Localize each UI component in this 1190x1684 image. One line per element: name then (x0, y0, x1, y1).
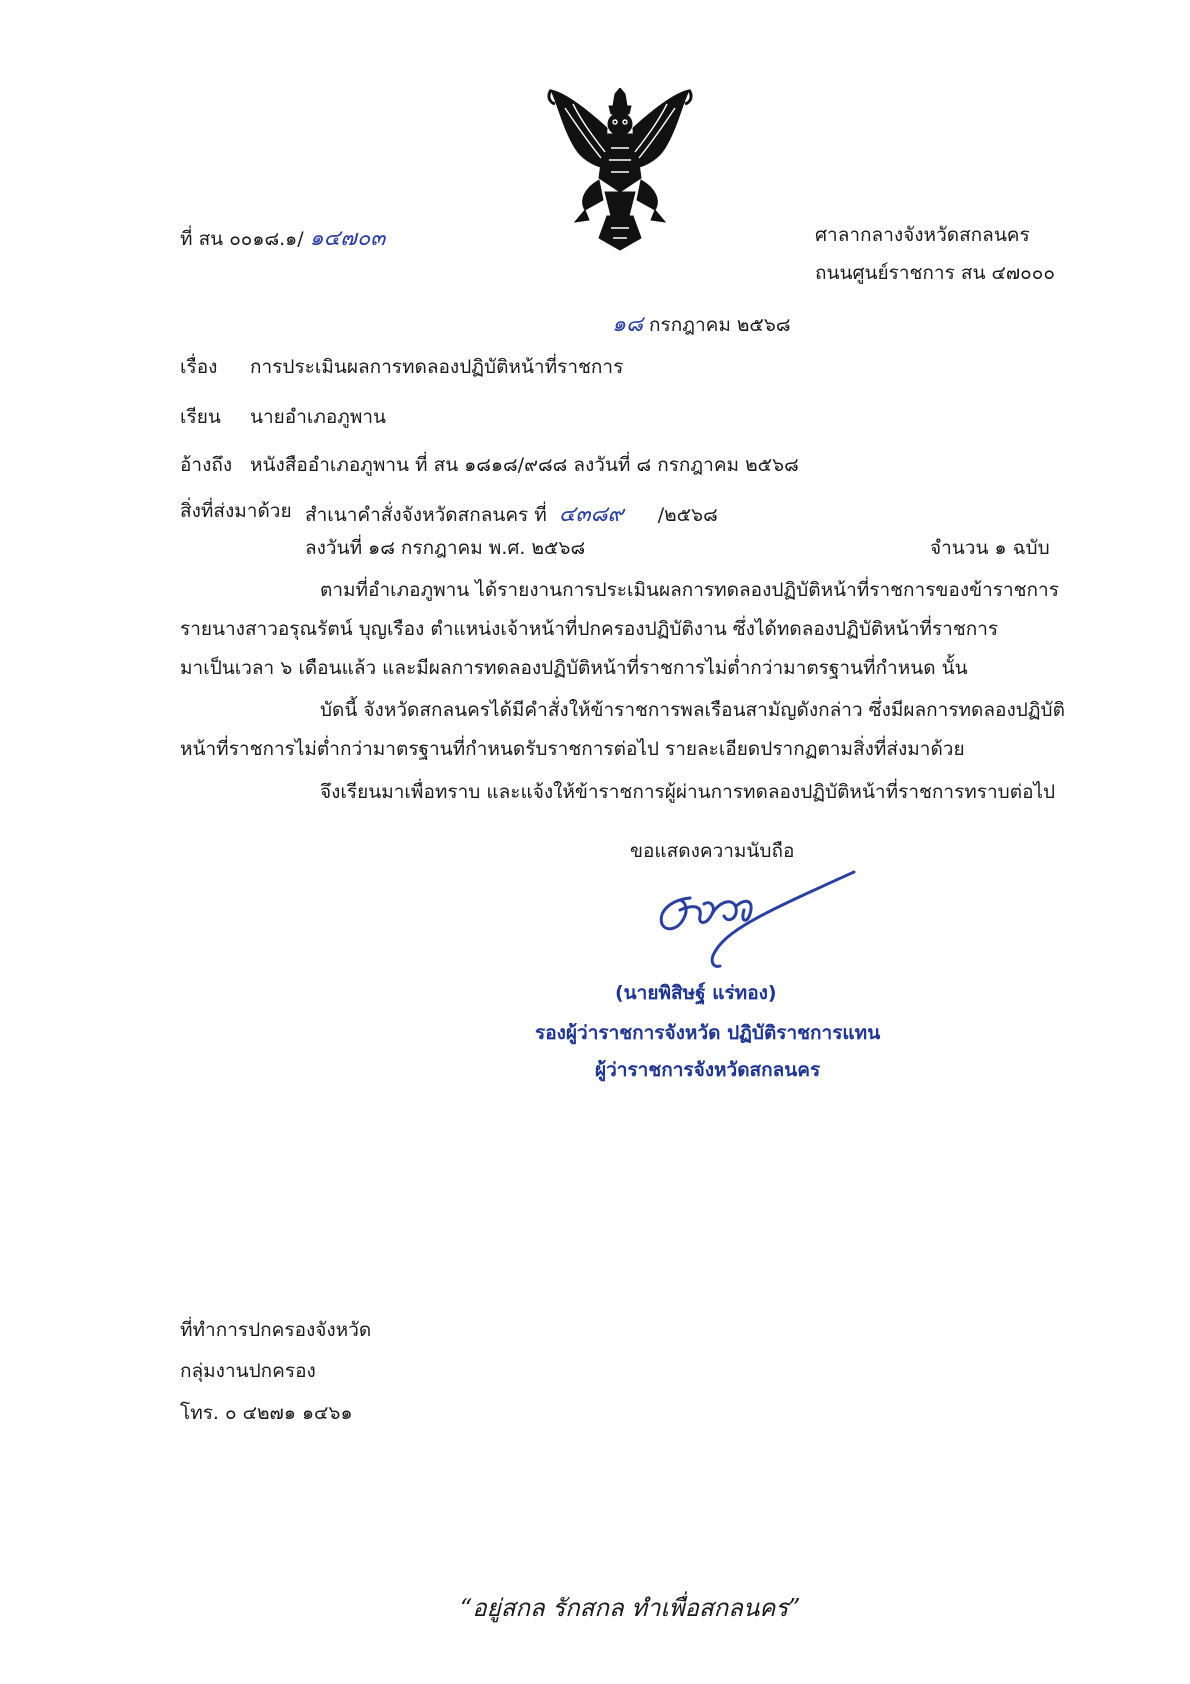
enclosure-prefix: สำเนาคำสั่งจังหวัดสกลนคร ที่ (305, 504, 547, 526)
body-paragraph-3 (180, 776, 1070, 809)
reference-number-handwritten: ๑๔๗๐๓ (309, 226, 386, 251)
recipient-value: นายอำเภอภูพาน (250, 406, 387, 428)
enclosure-value (305, 496, 718, 531)
signer-name: (นายพิสิษฐ์ แร่ทอง) (615, 982, 777, 1004)
paragraph-line: มาเป็นเวลา ๖ เดือนแล้ว และมีผลการทดลองปฏิบัติหน้าที่ราชการไม่ต่ำกว่ามาตรฐานที่กำหนด นั้น (180, 657, 968, 679)
enclosure-quantity: จำนวน ๑ ฉบับ (930, 537, 1050, 559)
enclosure-suffix: /๒๕๖๘ (657, 504, 718, 526)
sender-address-line1: ศาลากลางจังหวัดสกลนคร (815, 224, 1030, 246)
recipient-label: เรียน (180, 406, 221, 428)
date-day-handwritten: ๑๘ (612, 312, 643, 337)
subject-value: การประเมินผลการทดลองปฏิบัติหน้าที่ราชการ (250, 356, 624, 378)
signer-title-line1: รองผู้ว่าราชการจังหวัด ปฏิบัติราชการแทน (535, 1022, 881, 1044)
sender-address-line2: ถนนศูนย์ราชการ สน ๔๗๐๐๐ (815, 262, 1055, 284)
enclosure-label: สิ่งที่ส่งมาด้วย (180, 500, 292, 522)
contact-phone: โทร. ๐ ๔๒๗๑ ๑๔๖๑ (180, 1402, 353, 1424)
paragraph-line: บัดนี้ จังหวัดสกลนครได้มีคำสั่งให้ข้าราชการพลเรือนสามัญดังกล่าว ซึ่งมีผลการทดลองปฏิบัติ (320, 699, 1065, 721)
reference-value: หนังสืออำเภอภูพาน ที่ สน ๑๘๑๘/๙๘๘ ลงวันที่ ๘ กรกฎาคม ๒๕๖๘ (250, 454, 799, 476)
paragraph-line: หน้าที่ราชการไม่ต่ำกว่ามาตรฐานที่กำหนดรับราชการต่อไป รายละเอียดปรากฏตามสิ่งที่ส่งมาด้วย (180, 738, 965, 760)
subject-label: เรื่อง (180, 356, 218, 378)
paragraph-line: จึงเรียนมาเพื่อทราบ และแจ้งให้ข้าราชการผู้ผ่านการทดลองปฏิบัติหน้าที่ราชการทราบต่อไป (320, 781, 1056, 803)
contact-office: ที่ทำการปกครองจังหวัด (180, 1319, 372, 1341)
signer-title-line2: ผู้ว่าราชการจังหวัดสกลนคร (595, 1059, 821, 1081)
garuda-emblem-icon (545, 88, 695, 253)
paragraph-line: รายนางสาวอรุณรัตน์ บุญเรือง ตำแหน่งเจ้าหน้าที่ปกครองปฏิบัติงาน ซึ่งได้ทดลองปฏิบัติหน้าที่ราชการ (180, 618, 999, 640)
enclosure-date: ลงวันที่ ๑๘ กรกฎาคม พ.ศ. ๒๕๖๘ (305, 537, 586, 559)
body-paragraph-2 (180, 694, 1070, 766)
reference-prefix: ที่ สน ๐๐๑๘.๑/ (180, 228, 304, 250)
closing-phrase: ขอแสดงความนับถือ (630, 840, 795, 862)
order-number-handwritten: ๔๓๘๙ (558, 502, 624, 527)
reference-label: อ้างถึง (180, 454, 233, 476)
date-month-year: กรกฎาคม ๒๕๖๘ (648, 314, 791, 336)
footer-slogan: “อยู่สกล รักสกล ทำเพื่อสกลนคร” (460, 1594, 801, 1622)
reference-number (180, 220, 385, 255)
letter-date (612, 306, 791, 341)
body-paragraph-1 (180, 574, 1070, 685)
handwritten-signature (650, 870, 870, 970)
paragraph-line: ตามที่อำเภอภูพาน ได้รายงานการประเมินผลการทดลองปฏิบัติหน้าที่ราชการของข้าราชการ (320, 579, 1059, 601)
contact-group: กลุ่มงานปกครอง (180, 1360, 316, 1382)
